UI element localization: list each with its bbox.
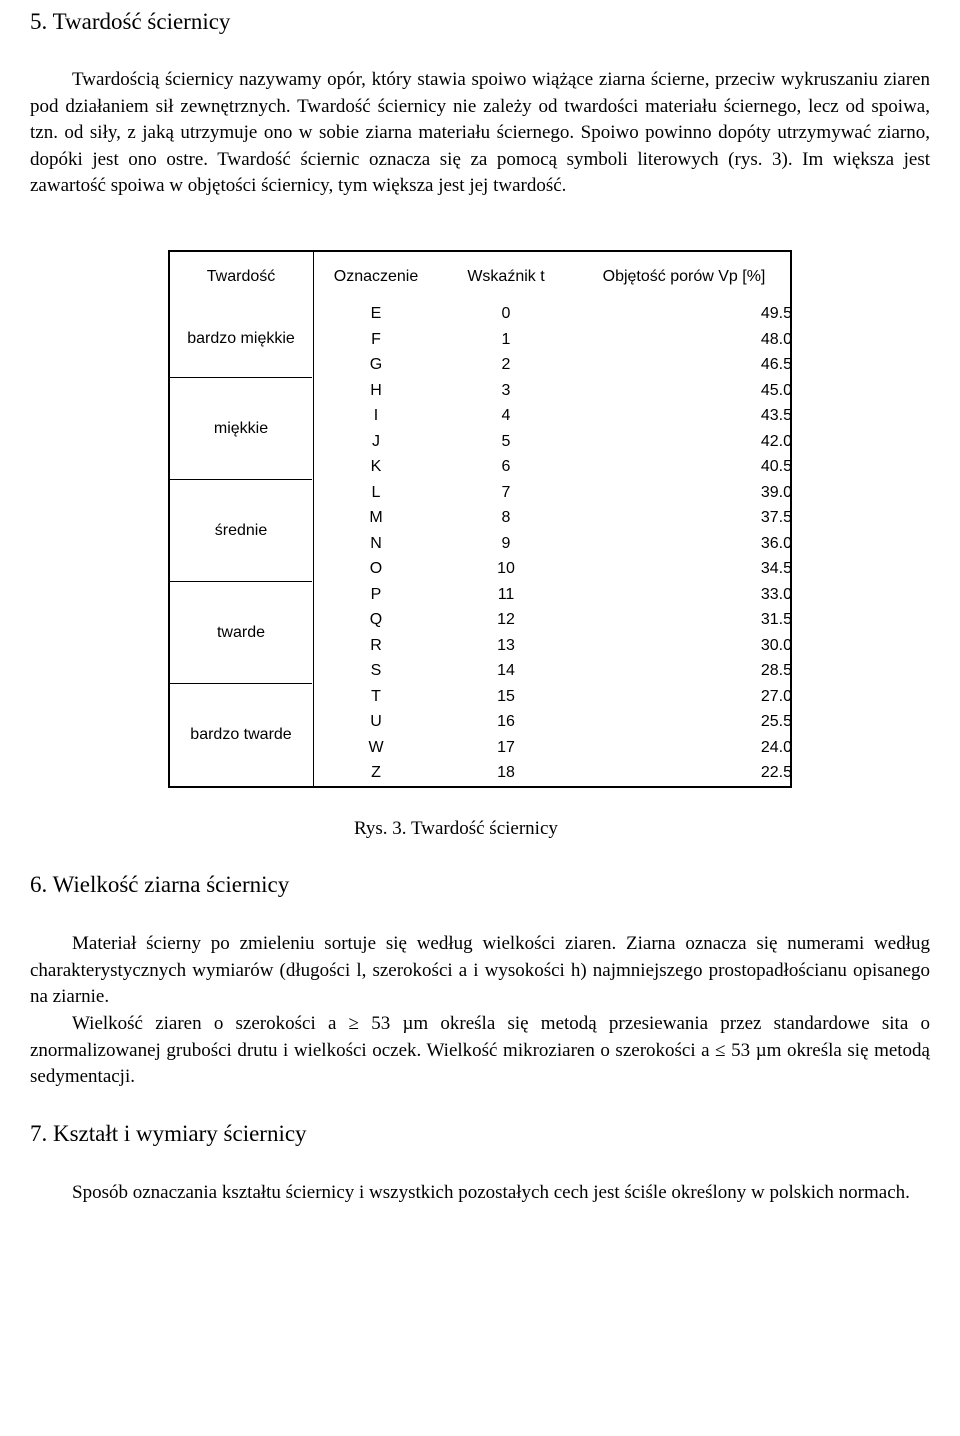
cell-oznaczenie: S (370, 662, 382, 679)
cell-wskaznik: 1 (501, 330, 511, 348)
cell-oznaczenie: H (370, 381, 382, 399)
cell-wskaznik: 5 (501, 432, 511, 450)
header-twardosc: Twardość (206, 267, 276, 285)
group-miekkie: miękkie (170, 377, 312, 479)
cell-oznaczenie: Z (371, 764, 381, 781)
table-row (314, 429, 790, 455)
table-row (314, 454, 790, 480)
cell-oznaczenie: R (370, 636, 382, 654)
cell-oznaczenie: P (370, 585, 382, 603)
cell-oznaczenie: I (373, 407, 379, 424)
cell-objetosc: 42.0 (760, 432, 792, 450)
table-row (314, 633, 790, 659)
cell-oznaczenie: T (371, 687, 381, 705)
cell-wskaznik: 16 (497, 713, 515, 730)
cell-objetosc: 33.0 (760, 585, 792, 603)
table-row (314, 327, 790, 353)
cell-objetosc: 30.0 (760, 636, 792, 654)
cell-wskaznik: 14 (497, 662, 515, 679)
cell-objetosc: 43.5 (760, 407, 792, 424)
cell-oznaczenie: G (369, 356, 383, 373)
cell-objetosc: 27.0 (760, 687, 792, 705)
cell-objetosc: 22.5 (760, 764, 792, 781)
cell-wskaznik: 2 (501, 356, 511, 373)
cell-objetosc: 37.5 (760, 509, 792, 526)
group-bardzo-miekkie: bardzo miękkie (187, 330, 295, 347)
cell-oznaczenie: K (370, 458, 382, 475)
table-row (314, 582, 790, 608)
table-row (314, 735, 790, 761)
header-wskaznik: Wskaźnik t (467, 267, 545, 285)
table-row (314, 556, 790, 582)
section-7-heading: 7. Kształt i wymiary ściernicy (30, 1121, 307, 1146)
table-row (314, 607, 790, 633)
cell-oznaczenie: W (368, 738, 384, 756)
table-row (314, 480, 790, 506)
cell-wskaznik: 4 (501, 407, 511, 424)
cell-oznaczenie: N (370, 534, 382, 552)
table-row (314, 658, 790, 684)
cell-objetosc: 45.0 (760, 381, 792, 399)
cell-oznaczenie: J (372, 432, 380, 450)
cell-wskaznik: 18 (497, 764, 515, 781)
cell-objetosc: 28.5 (760, 662, 792, 679)
table-row (314, 709, 790, 735)
header-objetosc: Objętość porów Vp [%] (602, 267, 766, 285)
cell-oznaczenie: U (370, 713, 382, 730)
cell-objetosc: 36.0 (760, 534, 792, 552)
cell-objetosc: 25.5 (760, 713, 792, 730)
cell-objetosc: 31.5 (760, 611, 792, 628)
cell-objetosc: 34.5 (760, 560, 792, 577)
header-oznaczenie: Oznaczenie (333, 267, 419, 285)
hardness-group-column (170, 252, 314, 786)
cell-wskaznik: 7 (501, 483, 511, 501)
cell-oznaczenie: M (369, 509, 383, 526)
section-5-heading: 5. Twardość ściernicy (30, 9, 231, 34)
table-row (314, 301, 790, 327)
cell-objetosc: 48.0 (760, 330, 792, 348)
hardness-table (168, 250, 792, 788)
table-row (314, 378, 790, 404)
cell-wskaznik: 6 (501, 458, 511, 475)
cell-oznaczenie: Q (369, 611, 383, 628)
cell-wskaznik: 15 (497, 687, 515, 705)
table-row (314, 505, 790, 531)
cell-wskaznik: 3 (501, 381, 511, 399)
table-row (314, 531, 790, 557)
cell-wskaznik: 10 (497, 560, 515, 577)
section-6-paragraph-2: Wielkość ziaren o szerokości a ≥ 53 µm określa się metodą przesiewania przez standardowe sita o znormalizowanej grubości drutu i wielkości oczek. Wielkość mikroziaren o szerokości a ≤ 53 µm określa się metodą sedymentacji. (30, 1013, 930, 1087)
cell-wskaznik: 17 (497, 738, 515, 756)
cell-wskaznik: 12 (497, 611, 515, 628)
group-srednie: średnie (170, 479, 312, 581)
cell-objetosc: 24.0 (760, 738, 792, 756)
cell-objetosc: 49.5 (760, 305, 792, 322)
cell-wskaznik: 9 (501, 534, 511, 552)
group-bardzo-twarde: bardzo twarde (170, 683, 312, 786)
cell-objetosc: 46.5 (760, 356, 792, 373)
cell-oznaczenie: F (371, 330, 381, 348)
cell-wskaznik: 8 (501, 509, 511, 526)
table-row (314, 403, 790, 429)
section-5-paragraph: Twardością ściernicy nazywamy opór, który stawia spoiwo wiążące ziarna ścierne, przeciw wykruszaniu ziaren pod działaniem sił zewnętrznych. Twardość ściernicy nie zależy od twardości materiału ściernego, lecz od spoiwa, tzn. od siły, z jaką utrzymuje ono w sobie ziarna materiału ściernego. Spoiwo powinno dopóty utrzymywać ziarno, dopóki jest ono ostre. Twardość ściernic oznacza się za pomocą symboli literowych (rys. 3). Im większa jest zawartość spoiwa w objętości ściernicy, tym większa jest jej twardość. (30, 69, 930, 196)
cell-objetosc: 40.5 (760, 458, 792, 475)
cell-oznaczenie: E (370, 305, 382, 322)
section-7-paragraph: Sposób oznaczania kształtu ściernicy i wszystkich pozostałych cech jest ściśle określony w polskich normach. (72, 1182, 910, 1203)
group-twarde: twarde (170, 581, 312, 683)
table-row (314, 760, 790, 786)
figure-caption: Rys. 3. Twardość ściernicy (354, 818, 558, 839)
cell-wskaznik: 13 (497, 636, 515, 654)
cell-wskaznik: 0 (501, 305, 511, 322)
cell-oznaczenie: O (369, 560, 383, 577)
table-row (314, 684, 790, 710)
section-6-heading: 6. Wielkość ziarna ściernicy (30, 872, 290, 897)
cell-objetosc: 39.0 (760, 483, 792, 501)
table-row (314, 352, 790, 378)
cell-oznaczenie: L (371, 483, 381, 501)
cell-wskaznik: 11 (497, 585, 515, 603)
section-6-paragraph-1: Materiał ścierny po zmieleniu sortuje się według wielkości ziaren. Ziarna oznacza się numerami według charakterystycznych wymiarów (długości l, szerokości a i wysokości h) najmniejszego prostopadłościanu opisanego na ziarnie. (30, 933, 930, 1007)
